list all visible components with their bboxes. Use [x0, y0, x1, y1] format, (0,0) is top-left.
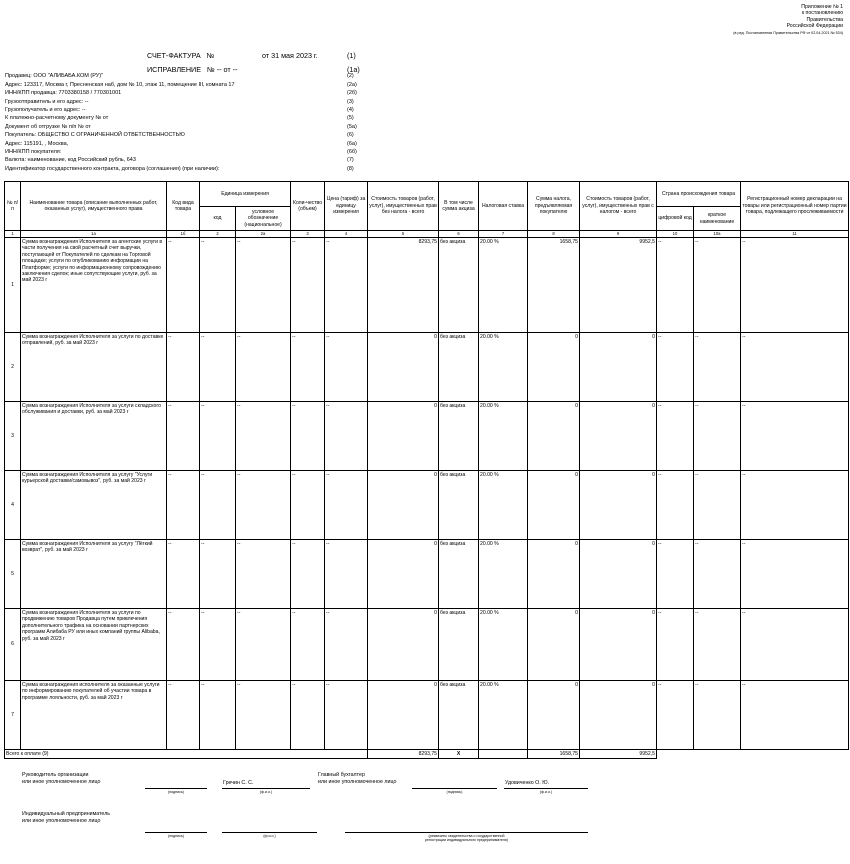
correction-label: ИСПРАВЛЕНИЕ [147, 65, 202, 74]
ip-requisites-line [345, 832, 588, 833]
column-numbers: 1 1а 1б 2 2а 3 4 5 6 7 8 9 10 10а 11 [5, 231, 849, 238]
head-signature-label: Руководитель организации или иное уполномоченное лицо [22, 772, 101, 785]
accountant-signature-label: Главный бухгалтер или иное уполномоченное лицо [318, 772, 397, 785]
total-with-tax: 9952,5 [580, 750, 657, 759]
accountant-sign-line [412, 788, 497, 789]
field-buyer-inn: ИНН/КПП покупателя: (6б) [5, 149, 357, 155]
invoice-table [4, 181, 849, 759]
ip-sign-line [145, 832, 207, 833]
header-excise: В том числе сумма акциза [439, 182, 479, 231]
field-consignee: Грузополучатель и его адрес: -- (4) [5, 107, 354, 113]
ip-fio-line [222, 832, 317, 833]
head-fio-caption: (ф.и.о.) [259, 790, 273, 794]
header-unit-symbol: условное обозначение (национальное) [236, 207, 291, 231]
total-label: Всего к оплате (9) [5, 750, 368, 759]
accountant-sign-caption: (подпись) [446, 790, 463, 794]
head-fio-line [222, 788, 310, 789]
appendix-line: Приложение № 1 [801, 4, 843, 10]
header-country-name: краткое наименование [694, 207, 741, 231]
table-row: 4 Сумма вознаграждения Исполнителя за услугу "Услуги курьерской доставки/самовывоз", руб. за май 2023 г -- -- -- -- -- 0 без акциза 20.00 % 0 0 -- -- -- [5, 471, 849, 540]
table-row: 1 Сумма вознаграждения Исполнителя за агентские услуги в части получения на свой расчетный счет выручки, поступающей от Покупателей по сделкам на Торговой площадке; услуги по опубликованию информации на Платформе; услуги по информационному сопровождению заключения сделок; иные сопутствующие услуги, руб. за май 2023 г -- -- -- -- -- 8293,75 без акциза 20.00 % 1658,75 9952,5 -- -- -- [5, 238, 849, 333]
invoice-title [147, 51, 214, 60]
total-excise: X [439, 750, 479, 759]
ip-requisites-caption: (реквизиты свидетельства о государственной регистрации индивидуального предпринимателя) [425, 834, 508, 842]
entrepreneur-signature-label: Индивидуальный предприниматель или иное уполномоченное лицо [22, 811, 111, 824]
field-buyer: Покупатель: ОБЩЕСТВО С ОГРАНИЧЕННОЙ ОТВЕТСТВЕННОСТЬЮ (6) [5, 132, 354, 138]
head-name: Гречин С. С. [223, 780, 254, 786]
field-buyer-address: Адрес: 115191, , Москва, (6а) [5, 141, 357, 147]
correction-value: № -- от -- [207, 65, 238, 74]
table-row: 6 Сумма вознаграждения Исполнителя за услуги по продвижению товаров Продавца путем привлечения дополнительного трафика на основании партнерских программ Алибаба РУ или иных компаний группы Alibaba, руб. за май 2023 г -- -- -- -- -- 0 без акциза 20.00 % 0 0 -- -- -- [5, 609, 849, 681]
total-tax: 1658,75 [528, 750, 580, 759]
total-row [5, 750, 849, 759]
header-total: Стоимость товаров (работ, услуг), имущественных прав с налогом - всего [580, 182, 657, 231]
accountant-fio-caption: (ф.и.о.) [539, 790, 553, 794]
header-unit-code: код [200, 207, 236, 231]
header-qty: Коли-чество (объем) [291, 182, 325, 231]
head-sign-caption: (подпись) [168, 790, 184, 794]
correction-code: (1а) [347, 65, 360, 74]
field-seller: Продавец: ООО "АЛИБАБА.КОМ (РУ)" (2) [5, 73, 354, 79]
invoice-title-code: (1) [347, 51, 356, 60]
table-row: 7 Сумма вознаграждения исполнителя за оказанные услуги по информированию покупателей об участии товара в программе лояльности, руб. за май 2023 г -- -- -- -- -- 0 без акциза 20.00 % 0 0 -- -- -- [5, 681, 849, 750]
header-country-code: цифровой код [657, 207, 694, 231]
ip-sign-caption: (подпись) [168, 834, 184, 838]
appendix-line: Правительства [806, 16, 843, 23]
header-unit: Единица измерения [200, 182, 291, 207]
field-seller-address: Адрес: 123317, Москва г, Пресненская наб, дом № 10, этаж 11, помещение III, комната 17 (2а) [5, 82, 357, 88]
header-name: Наименование товара (описание выполненных работ, оказанных услуг), имущественного права [21, 182, 167, 231]
field-payment-doc: К платежно-расчетному документу № от (5) [5, 115, 354, 121]
appendix-line: к постановлению [801, 10, 843, 17]
header-cost: Стоимость товаров (работ, услуг), имущественных прав без налога - всего [368, 182, 439, 231]
header-rate: Налоговая ставка [479, 182, 528, 231]
header-declaration: Регистрационный номер декларации на товары или регистрационный номер партии товара, подлежащего прослеживаемости [741, 182, 849, 231]
header-country: Страна происхождения товара [657, 182, 741, 207]
field-shipping-doc: Документ об отгрузке № п/п № от (5а) [5, 124, 357, 130]
invoice-date: от 31 мая 2023 г. [262, 51, 318, 60]
field-currency: Валюта: наименование, код Российский рубль, 643 (7) [5, 157, 354, 163]
header-kind: Код вида товара [167, 182, 200, 231]
accountant-name: Удовиченко О. Ю. [505, 780, 550, 786]
appendix-line: Российской Федерации [786, 23, 843, 30]
appendix-note [583, 4, 843, 36]
head-sign-line [145, 788, 207, 789]
header-tax: Сумма налога, предъявляемая покупателю [528, 182, 580, 231]
table-row: 5 Сумма вознаграждения Исполнителя за услугу "Лёгкий возврат", руб. за май 2023 г -- -- -- -- -- 0 без акциза 20.00 % 0 0 -- -- -- [5, 540, 849, 609]
invoice-number: № [206, 51, 215, 60]
field-seller-inn: ИНН/КПП продавца: 7703380158 / 770301001 (2б) [5, 90, 357, 96]
field-consignor: Грузоотправитель и его адрес: -- (3) [5, 99, 354, 105]
accountant-fio-line [504, 788, 588, 789]
header-price: Цена (тариф) за единицу измерения [325, 182, 368, 231]
table-row: 2 Сумма вознаграждения Исполнителя за услуги по доставке отправлений, руб. за май 2023 г -- -- -- -- -- 0 без акциза 20.00 % 0 0 -- -- -- [5, 333, 849, 402]
total-cost: 8293,75 [368, 750, 439, 759]
table-row: 3 Сумма вознаграждения Исполнителя за услуги складского обслуживания и доставки, руб. за май 2023 г -- -- -- -- -- 0 без акциза 20.00 % 0 0 -- -- -- [5, 402, 849, 471]
appendix-revision: (в ред. Постановления Правительства РФ от 02.04.2021 № 534) [733, 30, 843, 35]
ip-fio-caption: (ф.и.о.) [263, 834, 276, 838]
field-contract-id: Идентификатор государственного контракта, договора (соглашения) (при наличии): (8) [5, 166, 354, 172]
invoice-title-label: СЧЕТ-ФАКТУРА [147, 51, 201, 60]
header-no: № п/п [5, 182, 21, 231]
